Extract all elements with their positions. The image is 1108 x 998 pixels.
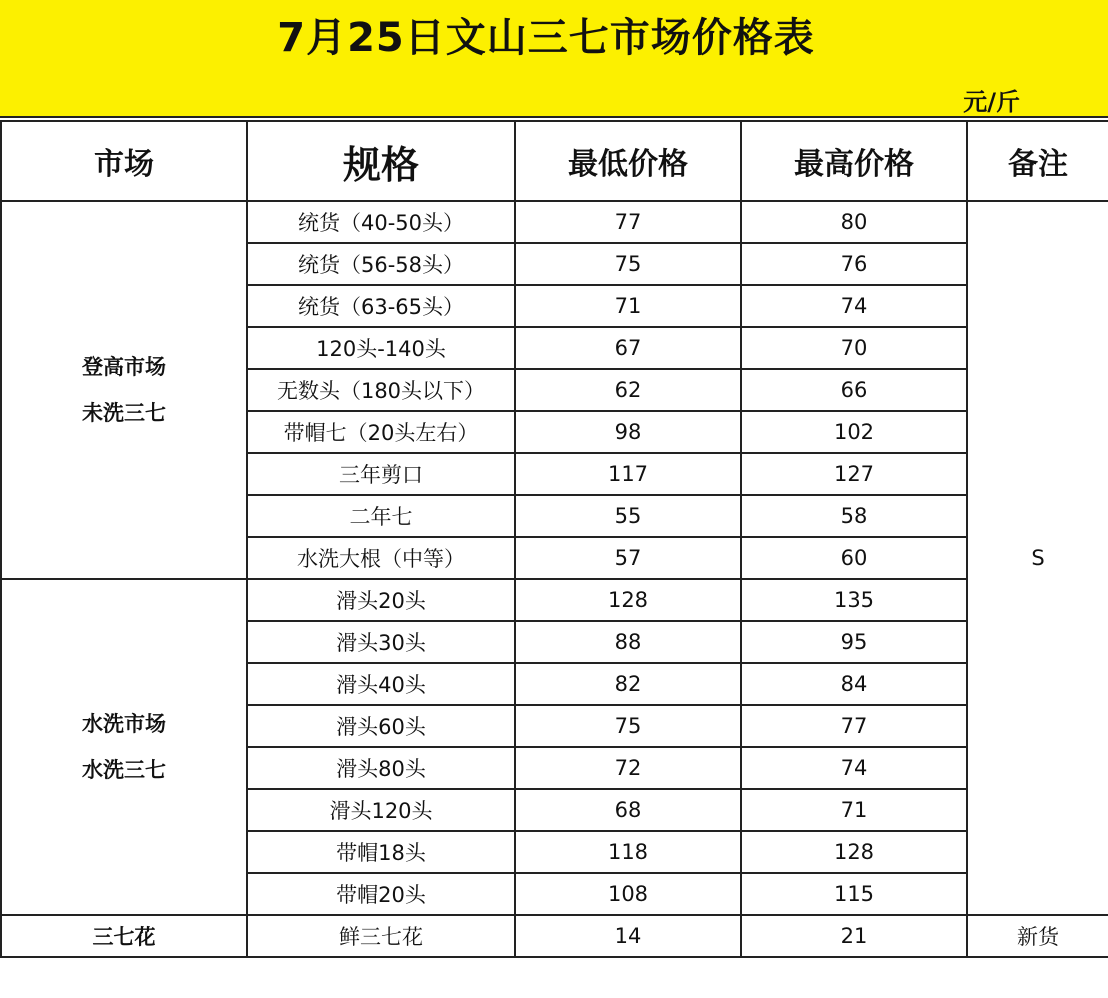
spec-cell: 带帽20头 [247, 873, 515, 915]
high-price-cell: 58 [741, 495, 967, 537]
high-price-cell: 60 [741, 537, 967, 579]
spec-cell: 120头-140头 [247, 327, 515, 369]
low-price-cell: 75 [515, 705, 741, 747]
low-price-cell: 88 [515, 621, 741, 663]
low-price-cell: 128 [515, 579, 741, 621]
col-header-spec: 规格 [247, 121, 515, 201]
high-price-cell: 127 [741, 453, 967, 495]
spec-cell: 统货（40-50头） [247, 201, 515, 243]
high-price-cell: 77 [741, 705, 967, 747]
spec-cell: 统货（63-65头） [247, 285, 515, 327]
note-cell-flower: 新货 [967, 915, 1108, 957]
low-price-cell: 62 [515, 369, 741, 411]
market-name: 登高市场 [82, 355, 166, 379]
market-name: 水洗市场 [82, 712, 166, 736]
high-price-cell: 102 [741, 411, 967, 453]
spec-cell: 二年七 [247, 495, 515, 537]
spec-cell: 滑头60头 [247, 705, 515, 747]
spec-cell: 带帽18头 [247, 831, 515, 873]
high-price-cell: 115 [741, 873, 967, 915]
high-price-cell: 70 [741, 327, 967, 369]
low-price-cell: 77 [515, 201, 741, 243]
col-header-market: 市场 [1, 121, 247, 201]
spec-cell: 三年剪口 [247, 453, 515, 495]
spec-cell: 统货（56-58头） [247, 243, 515, 285]
table-row [1, 915, 1108, 957]
market-cell [1, 579, 247, 915]
title-banner [0, 0, 1108, 118]
table-row [1, 201, 1108, 243]
market-cell: 三七花 [1, 915, 247, 957]
low-price-cell: 118 [515, 831, 741, 873]
low-price-cell: 14 [515, 915, 741, 957]
market-category: 水洗三七 [82, 758, 166, 782]
table-row [1, 579, 1108, 621]
spec-cell: 无数头（180头以下） [247, 369, 515, 411]
high-price-cell: 84 [741, 663, 967, 705]
low-price-cell: 67 [515, 327, 741, 369]
high-price-cell: 80 [741, 201, 967, 243]
high-price-cell: 21 [741, 915, 967, 957]
low-price-cell: 82 [515, 663, 741, 705]
market-cell [1, 201, 247, 579]
spec-cell: 滑头80头 [247, 747, 515, 789]
spec-cell: 滑头20头 [247, 579, 515, 621]
spec-cell: 滑头40头 [247, 663, 515, 705]
spec-cell: 滑头120头 [247, 789, 515, 831]
low-price-cell: 55 [515, 495, 741, 537]
high-price-cell: 74 [741, 747, 967, 789]
unit-label: 元/斤 [963, 88, 1020, 116]
high-price-cell: 76 [741, 243, 967, 285]
market-category: 未洗三七 [82, 401, 166, 425]
low-price-cell: 98 [515, 411, 741, 453]
page-title: 7月25日文山三七市场价格表 [277, 15, 815, 61]
low-price-cell: 117 [515, 453, 741, 495]
col-header-note: 备注 [967, 121, 1108, 201]
low-price-cell: 108 [515, 873, 741, 915]
low-price-cell: 72 [515, 747, 741, 789]
spec-cell: 水洗大根（中等） [247, 537, 515, 579]
low-price-cell: 75 [515, 243, 741, 285]
high-price-cell: 128 [741, 831, 967, 873]
high-price-cell: 66 [741, 369, 967, 411]
low-price-cell: 68 [515, 789, 741, 831]
high-price-cell: 71 [741, 789, 967, 831]
header-row [1, 121, 1108, 201]
spec-cell: 鲜三七花 [247, 915, 515, 957]
low-price-cell: 57 [515, 537, 741, 579]
col-header-low-price: 最低价格 [515, 121, 741, 201]
price-table [0, 120, 1108, 958]
high-price-cell: 135 [741, 579, 967, 621]
spec-cell: 滑头30头 [247, 621, 515, 663]
high-price-cell: 74 [741, 285, 967, 327]
col-header-high-price: 最高价格 [741, 121, 967, 201]
spec-cell: 带帽七（20头左右） [247, 411, 515, 453]
high-price-cell: 95 [741, 621, 967, 663]
note-cell: S [967, 201, 1108, 915]
low-price-cell: 71 [515, 285, 741, 327]
